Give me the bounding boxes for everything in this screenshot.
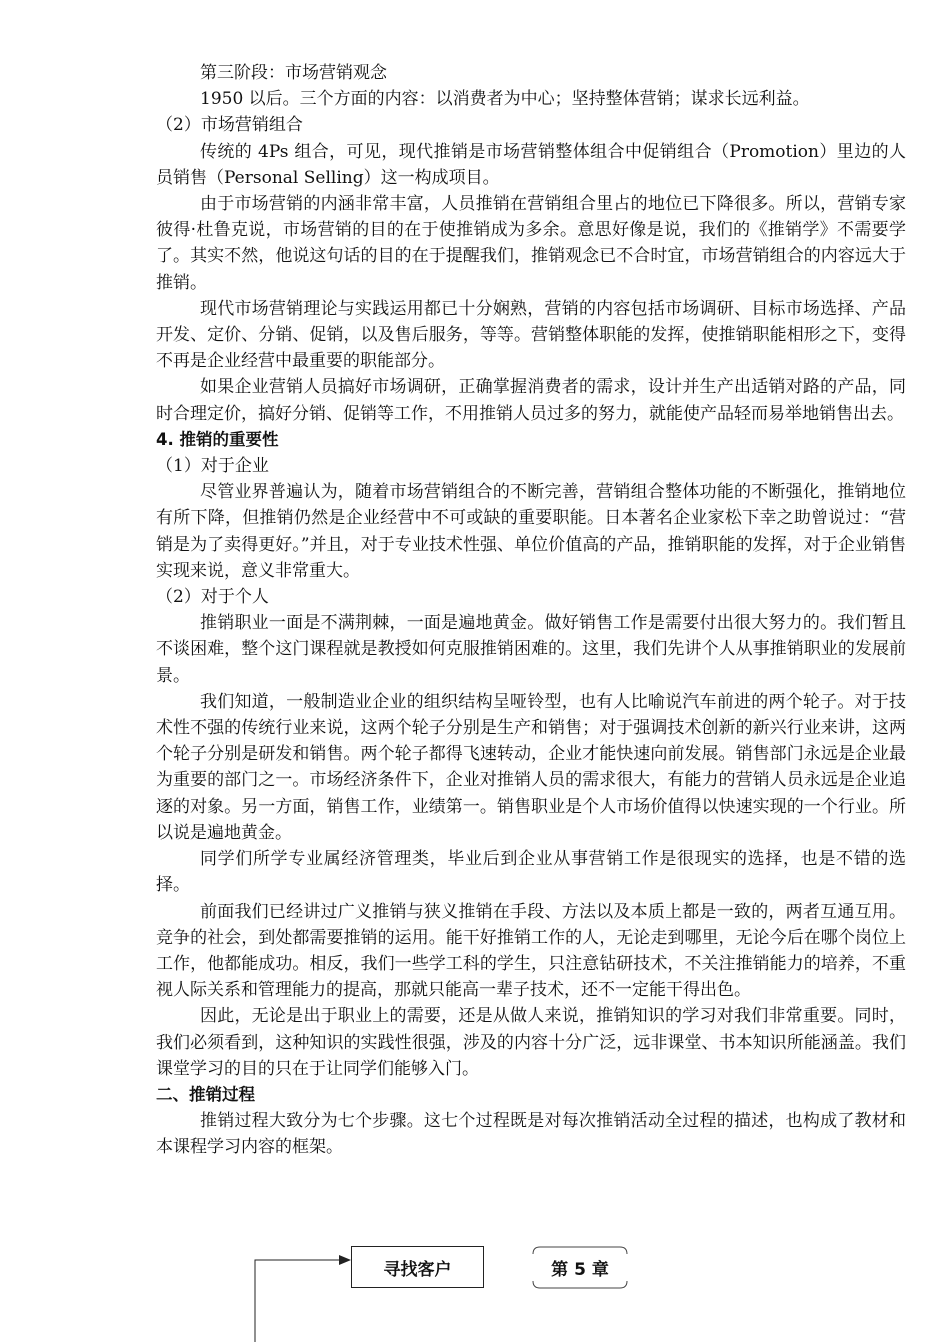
- flowchart-chapter-tag: [532, 1246, 628, 1289]
- paragraph: 由于市场营销的内涵非常丰富，人员推销在营销组合里占的地位已下降很多。所以，营销专家彼得·杜鲁克说，市场营销的目的在于使推销成为多余。意思好像是说，我们的《推销学》不需要学了。其实不然，他说这句话的目的在于提醒我们，推销观念已不合时宜，市场营销组合的内容远大于推销。: [156, 194, 906, 293]
- paragraph: 推销过程大致分为七个步骤。这七个过程既是对每次推销活动全过程的描述，也构成了教材和本课程学习内容的框架。: [156, 1111, 906, 1158]
- subsection-heading: （2）市场营销组合: [156, 115, 303, 136]
- paragraph: 同学们所学专业属经济管理类，毕业后到企业从事营销工作是很现实的选择，也是不错的选择。: [156, 849, 906, 896]
- paragraph: 现代市场营销理论与实践运用都已十分娴熟，营销的内容包括市场调研、目标市场选择、产品开发、定价、分销、促销，以及售后服务，等等。营销整体职能的发挥，使推销职能相形之下，变得不再是企业经营中最重要的职能部分。: [156, 298, 906, 372]
- section-heading: 4. 推销的重要性: [156, 429, 279, 449]
- paragraph: 第三阶段：市场营销观念: [200, 63, 387, 83]
- paragraph: 尽管业界普遍认为，随着市场营销组合的不断完善，营销组合整体功能的不断强化，推销地位有所下降，但推销仍然是企业经营中不可或缺的重要职能。日本著名企业家松下幸之助曾说过：“营销是为了卖得更好。”并且，对于专业技术性强、单位价值高的产品，推销职能的发挥，对于企业销售实现来说，意义非常重大。: [156, 482, 906, 581]
- paragraph: 传统的 4Ps 组合，可见，现代推销是市场营销整体组合中促销组合（Promotion）里边的人员销售（Personal Selling）这一构成项目。: [156, 141, 906, 188]
- flowchart-step-find-customers: [351, 1246, 484, 1288]
- section-heading: 二、推销过程: [156, 1084, 255, 1104]
- paragraph: 前面我们已经讲过广义推销与狭义推销在手段、方法以及本质上都是一致的，两者互通互用。竞争的社会，到处都需要推销的运用。能干好推销工作的人，无论走到哪里，无论今后在哪个岗位上工作，他都能成功。相反，我们一些学工科的学生，只注意钻研技术，不关注推销能力的培养，不重视人际关系和管理能力的提高，那就只能高一辈子技术，还不一定能干得出色。: [156, 901, 906, 1001]
- paragraph: 因此，无论是出于职业上的需要，还是从做人来说，推销知识的学习对我们非常重要。同时，我们必须看到，这种知识的实践性很强，涉及的内容十分广泛，远非课堂、书本知识所能涵盖。我们课堂学习的目的只在于让同学们能够入门。: [156, 1006, 906, 1079]
- chapter-label: 第 5 章: [551, 1260, 609, 1280]
- flowchart-step-label: 寻找客户: [383, 1259, 452, 1280]
- paragraph: 推销职业一面是不满荆棘，一面是遍地黄金。做好销售工作是需要付出很大努力的。我们暂且不谈困难，整个这门课程就是教授如何克服推销困难的。这里，我们先讲个人从事推销职业的发展前景。: [156, 613, 906, 686]
- subsection-heading: （2）对于个人: [156, 587, 269, 608]
- paragraph: 如果企业营销人员搞好市场调研，正确掌握消费者的需求，设计并生产出适销对路的产品，同时合理定价，搞好分销、促销等工作，不用推销人员过多的努力，就能使产品轻而易举地销售出去。: [156, 377, 906, 424]
- paragraph: 我们知道，一般制造业企业的组织结构呈哑铃型，也有人比喻说汽车前进的两个轮子。对于技术性不强的传统行业来说，这两个轮子分别是生产和销售；对于强调技术创新的新兴行业来讲，这两个轮子分别是研发和销售。两个轮子都得飞速转动，企业才能快速向前发展。销售部门永远是企业最为重要的部门之一。市场经济条件下，企业对推销人员的需求很大，有能力的营销人员永远是企业追逐的对象。另一方面，销售工作，业绩第一。销售职业是个人市场价值得以快速实现的一个行业。所以说是遍地黄金。: [156, 691, 906, 843]
- paragraph: 1950 以后。三个方面的内容：以消费者为中心；坚持整体营销；谋求长远利益。: [200, 89, 810, 110]
- subsection-heading: （1）对于企业: [156, 456, 269, 477]
